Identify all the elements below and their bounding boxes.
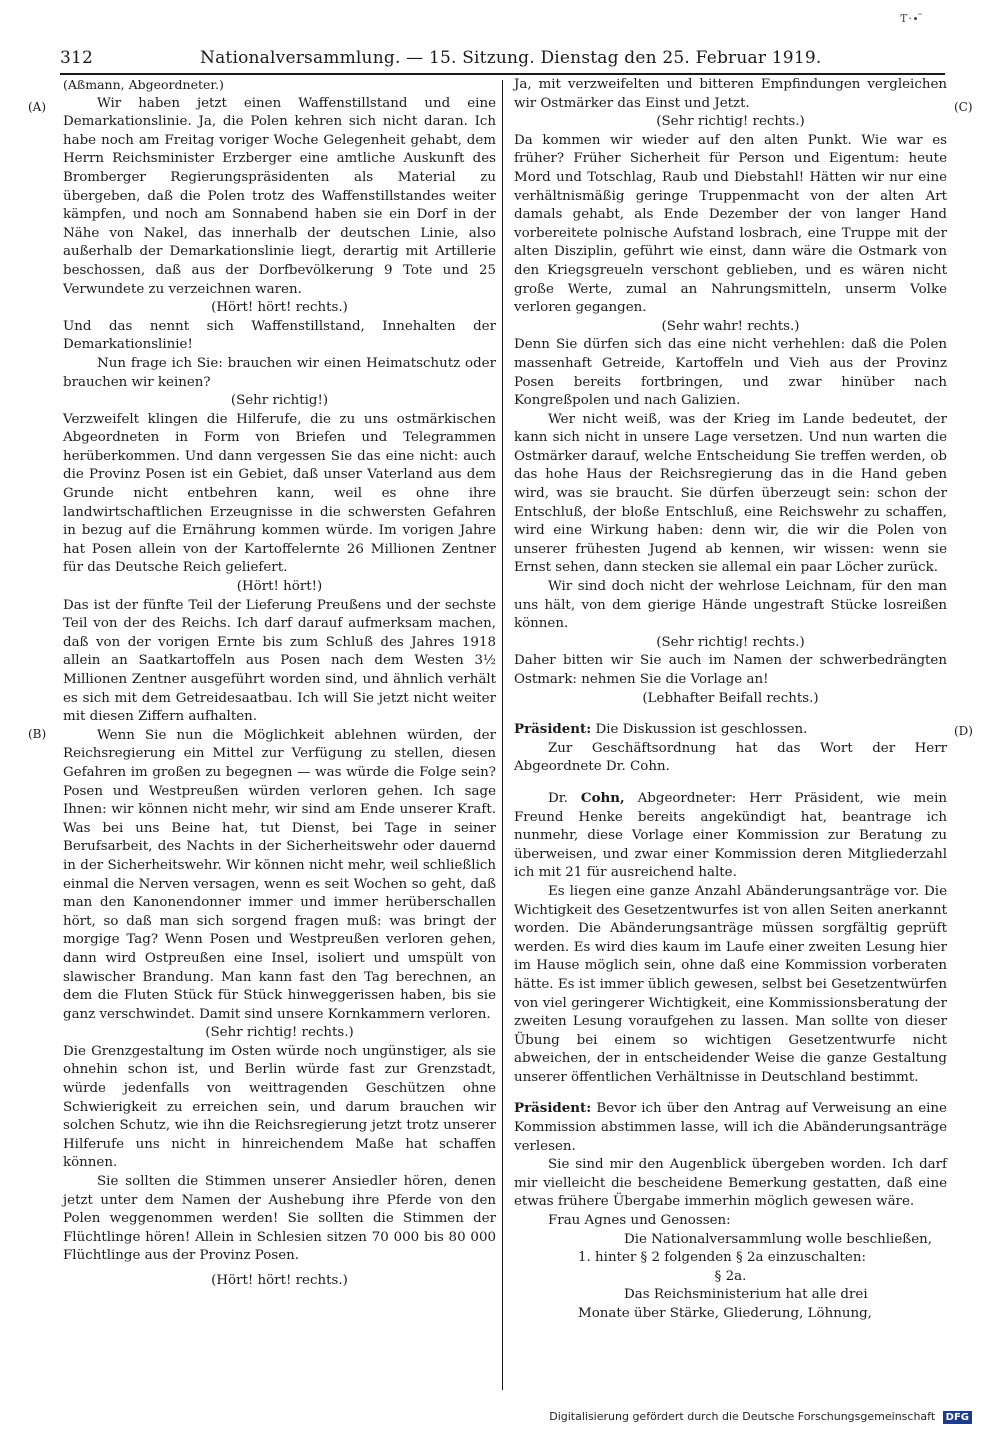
margin-label-d: (D) [954, 724, 973, 738]
president-statement [514, 1099, 947, 1156]
left-column [63, 76, 496, 1291]
dfg-logo: DFG [943, 1411, 972, 1424]
footer-text: Digitalisierung gefördert durch die Deutsche Forschungsgemeinschaft [549, 1410, 936, 1423]
paragraph: Das ist der fünfte Teil der Lieferung Preußens und der sechste Teil von der des Reichs. Ich darf darauf aufmerksam machen, daß von der vorigen Ernte bis zum Schluß des Jahres 1918 allein an Saatkartoffeln aus Posen nach dem Westen 3½ Millionen Zentner ausgeführt worden sind, und ähnlich verhält es sich mit dem Getreidesaatbau. Ich will Sie jetzt nicht weiter mit diesen Ziffern aufhalten. [63, 597, 496, 725]
paragraph: Wir sind doch nicht der wehrlose Leichnam, für den man uns hält, von dem gierige Hände ungestraft Stücke losreißen können. [514, 579, 947, 632]
speaker-name: Präsident: [514, 1100, 592, 1117]
interjection: (Sehr wahr! rechts.) [661, 318, 800, 334]
margin-label-c: (C) [954, 100, 973, 114]
paragraph: Sie sollten die Stimmen unserer Ansiedler hören, denen jetzt unter dem Namen der Aushebung ihre Pferde von den Polen weggenommen werden! Sie sollten die Stimmen der Flüchtlinge hören! Allein in Schlesien sitzen 70 000 bis 80 000 Flüchtlinge aus der Provinz Posen. [63, 1174, 496, 1264]
spacer [514, 777, 947, 789]
paragraph: Wenn Sie nun die Möglichkeit ablehnen würden, der Reichsregierung ein Mittel zur Verfügung zu stellen, diesen Gefahren im großen zu begegnen — was würde die Folge sein? Posen und Westpreußen würden verloren gehen. Ich sage Ihnen: wir können nicht mehr, wir sind am Ende unserer Kraft. Was bei uns Beine hat, tut Dienst, bei Tage in seiner Berufsarbeit, des Nachts in der Sicherheitswehr oder dauernd in der Sicherheitswehr. Wir können nicht mehr, weil schließlich einmal die Nerven versagen, wenn es seit Wochen so geht, daß man den Kanonendonner immer und immer herüberschallen hört, so daß man sich sorgend fragen muß: was bringt der morgige Tag? Wenn Posen und Westpreußen verloren gehen, dann wird Ostpreußen eine Insel, isoliert und umspült von slawischer Brandung. Man kann fast den Tag berechnen, an dem die Fluten Stück für Stück hinweggerissen haben, bis sie ganz verschwindet. Damit sind unsere Kornkammern verloren. [63, 727, 496, 1022]
law-text: Monate über Stärke, Gliederung, Löhnung, [578, 1306, 872, 1321]
statement-text: Bevor ich über den Antrag auf Verweisung an eine Kommission abstimmen lasse, will ich die Abänderungsanträge verlesen. [514, 1101, 947, 1154]
header-rule [60, 73, 945, 75]
law-text: Das Reichsministerium hat alle drei [624, 1287, 868, 1303]
motion-author: Frau Agnes und Genossen: [548, 1213, 731, 1229]
spacer [514, 1087, 947, 1099]
motion-intro: Die Nationalversammlung wolle beschließen, [624, 1231, 933, 1247]
right-column [514, 76, 947, 1324]
page-number: 312 [60, 48, 94, 68]
paragraph: Zur Geschäftsordnung hat das Wort der Herr Abgeordnete Dr. Cohn. [514, 740, 947, 775]
paragraph: Es liegen eine ganze Anzahl Abänderungsanträge vor. Die Wichtigkeit des Gesetzentwurfes ist von allen Seiten anerkannt worden. Die Abänderungsanträge müssen sorgfältig geprüft werden. Es wird dies kaum im Laufe einer zweiten Lesung hier im Hause möglich sein, ohne daß eine Kommission vorberaten hätte. Es ist immer üblich gewesen, selbst bei Gesetzentwürfen von viel geringerer Wichtigkeit, eine Kommissionsberatung der zweiten Lesung voraufgehen zu lassen. Man sollte von dieser Übung bei einem so wichtigen Gesetzentwurfe nicht abweichen, der in entscheidender Weise die ganze Gestaltung unserer öffentlichen Verhältnisse in Deutschland bestimmt. [514, 883, 947, 1085]
speaker-attribution: (Aßmann, Abgeordneter.) [63, 77, 224, 92]
paragraph: Nun frage ich Sie: brauchen wir einen Heimatschutz oder brauchen wir keinen? [63, 355, 496, 390]
paragraph: Denn Sie dürfen sich das eine nicht verhehlen: daß die Polen massenhaft Getreide, Kartoffeln und Vieh aus der Provinz Posen bereits fortbringen, und zwar hinüber nach Kongreßpolen und nach Galizien. [514, 337, 947, 409]
paragraph: Sie sind mir den Augenblick übergeben worden. Ich darf mir vielleicht die bescheidene Bemerkung gestatten, daß eine etwas frühere Übergabe immerhin möglich gewesen wäre. [514, 1157, 947, 1210]
interjection: (Lebhafter Beifall rechts.) [642, 690, 819, 706]
interjection: (Hört! hört! rechts.) [211, 300, 348, 316]
speaker-title: Dr. [548, 790, 568, 806]
scan-marker: Ƭ·∙ ̄ [900, 12, 924, 25]
paragraph: Daher bitten wir Sie auch im Namen der schwerbedrängten Ostmark: nehmen Sie die Vorlage an! [514, 653, 947, 687]
interjection: (Hört! hört! rechts.) [211, 1273, 348, 1288]
interjection: (Sehr richtig!) [230, 393, 329, 409]
paragraph: Ja, mit verzweifelten und bitteren Empfindungen vergleichen wir Ostmärker das Einst und Jetzt. [514, 77, 947, 111]
statement-text: Die Diskussion ist geschlossen. [595, 722, 808, 738]
paragraph: Verzweifelt klingen die Hilferufe, die zu uns ostmärkischen Abgeordneten in Form von Briefen und Telegrammen herüberkommen. Und dann vergessen Sie das eine nicht: auch die Provinz Posen ist ein Gebiet, daß unser Vaterland aus dem Grunde nicht entbehren kann, weil es ohne ihre landwirtschaftlichen Erzeugnisse in die schwersten Gefahren in bezug auf die Ernährung kommen würde. Im vorigen Jahre hat Posen allein von der Kartoffelernte 26 Millionen Zentner für das Deutsche Reich geliefert. [63, 411, 496, 576]
motion-item: 1. hinter § 2 folgenden § 2a einzuschalten: [578, 1250, 866, 1266]
margin-label-a: (A) [28, 100, 47, 114]
interjection: (Sehr richtig! rechts.) [656, 634, 805, 650]
paragraph: Wer nicht weiß, was der Krieg im Lande bedeutet, der kann sich nicht in unsere Lage versetzen. Und nun warten die Ostmärker darauf, welche Entscheidung Sie treffen werden, ob das hohe Haus der Reichsregierung das in die Hand geben wird, was sie braucht. Sie dürfen überzeugt sein: schon der Entschluß, der bloße Entschluß, eine Reichswehr zu schaffen, wird eine Wirkung haben: denn wir, die wir die Polen von unserer frühesten Jugend ab kennen, wir wissen: wenn sie Ernst sehen, dann stecken sie allemal ein paar Löcher zurück. [514, 411, 947, 576]
running-header [60, 48, 945, 72]
interjection: (Hört! hört!) [236, 579, 323, 595]
column-rule [502, 80, 503, 1390]
margin-label-b: (B) [28, 727, 47, 741]
spacer [514, 708, 947, 720]
footer-credit [549, 1410, 972, 1424]
cohn-statement [514, 789, 947, 883]
statement-text: Abgeordneter: Herr Präsident, wie mein Freund Henke bereits angekündigt hat, beantrage ich nunmehr, diese Vorlage einer Kommission zur Beratung zu überweisen, und zwar einer Kommission deren Mitgliederzahl ich mit 21 für ausreichend halte. [514, 790, 947, 881]
interjection: (Sehr richtig! rechts.) [205, 1025, 354, 1041]
section-heading: § 2a. [714, 1268, 747, 1284]
interjection: (Sehr richtig! rechts.) [656, 114, 805, 130]
paragraph: Und das nennt sich Waffenstillstand, Innehalten der Demarkationslinie! [63, 318, 496, 353]
paragraph: Wir haben jetzt einen Waffenstillstand und eine Demarkationslinie. Ja, die Polen kehren sich nicht daran. Ich habe noch am Freitag voriger Woche Gelegenheit gehabt, dem Herrn Reichsminister Erzberger eine amtliche Auskunft des Bromberger Regierungspräsidenten als Material zu übergeben, daß die Polen trotz des Waffenstillstandes weiter kämpfen, und noch am Sonnabend haben sie ein Dorf in der Nähe von Nakel, das innerhalb der deutschen Linie, also außerhalb der Demarkationslinie liegt, derartig mit Artillerie beschossen, daß aus der Dorfbevölkerung 9 Tote und 25 Verwundete zu verzeichnen waren. [63, 95, 496, 297]
speaker-name: Cohn, [580, 789, 625, 806]
speaker-name: Präsident: [514, 721, 592, 738]
president-statement [514, 720, 947, 740]
paragraph: Da kommen wir wieder auf den alten Punkt. Wie war es früher? Früher Sicherheit für Person und Eigentum: heute Mord und Totschlag, Raub und Diebstahl! Hätten wir nur eine verhältnismäßig geringe Truppenmacht von der alten Art damals gehabt, als Ende Dezember der von langer Hand vorbereitete polnische Aufstand losbrach, eine Truppe mit der alten Disziplin, geführt wie einst, dann wäre die Ostmark von den Kriegsgreueln verschont geblieben, und es wären nicht große Werte, zumal an Nahrungsmitteln, unserm Volke verloren gegangen. [514, 132, 947, 316]
paragraph: Die Grenzgestaltung im Osten würde noch ungünstiger, als sie ohnehin schon ist, und Berlin würde fast zur Grenzstadt, würde jedenfalls von weittragenden Geschützen ohne Schwierigkeit zu erreichen sein, und darum brauchen wir solchen Schutz, wie ihn die Reichsregierung jetzt trotz unserer Hilferufe uns nicht in hinreichendem Maße hat schaffen können. [63, 1043, 496, 1171]
running-head-title: Nationalversammlung. — 15. Sitzung. Dienstag den 25. Februar 1919. [200, 48, 822, 68]
